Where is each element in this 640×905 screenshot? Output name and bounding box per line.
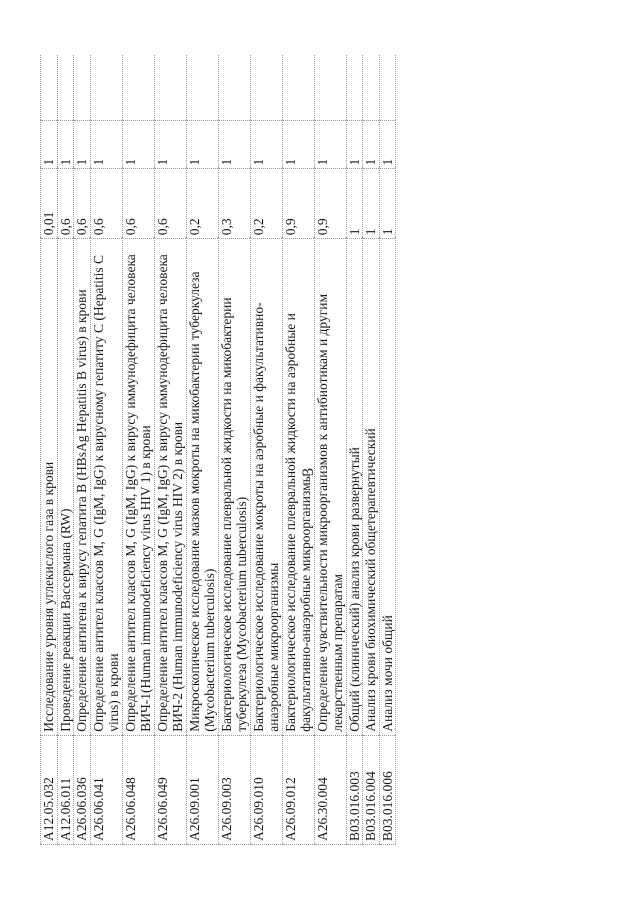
service-name-cell: Бактериологическое исследование мокроты на аэробные и факультативно-анаэробные микроорганизмы: [250, 239, 282, 735]
empty-cell: [154, 55, 186, 120]
service-code-cell: A26.09.003: [218, 735, 250, 844]
frequency-cell: 1: [346, 169, 363, 239]
service-name-cell: Бактериологическое исследование плевральной жидкости на микобактерии туберкулеза (Mycobacterium tuberculosis): [218, 239, 250, 735]
service-code-cell: A26.06.041: [90, 735, 122, 844]
service-name-cell: Определение антигена к вирусу гепатита B (HBsAg Hepatitis B virus) в крови: [74, 239, 91, 735]
table-row: [250, 55, 282, 845]
multiplicity-cell: 1: [57, 120, 74, 169]
service-code-cell: B03.016.003: [346, 735, 363, 844]
frequency-cell: 0,2: [186, 169, 218, 239]
table-row: [186, 55, 218, 845]
service-code-cell: B03.016.006: [379, 735, 396, 844]
service-code-cell: A26.09.012: [282, 735, 314, 844]
empty-cell: [346, 55, 363, 120]
frequency-cell: 1: [363, 169, 380, 239]
service-name-cell: Микроскопическое исследование мазков мокроты на микобактерии туберкулеза (Mycobacterium tuberculosis): [186, 239, 218, 735]
multiplicity-cell: 1: [379, 120, 396, 169]
empty-cell: [379, 55, 396, 120]
service-code-cell: A26.06.036: [74, 735, 91, 844]
empty-cell: [41, 55, 58, 120]
frequency-cell: 0,6: [90, 169, 122, 239]
frequency-cell: 1: [379, 169, 396, 239]
frequency-cell: 0,9: [314, 169, 346, 239]
table-row: [122, 55, 154, 845]
service-name-cell: Определение антител классов M, G (IgM, IgG) к вирусу иммунодефицита человека ВИЧ-2 (Human immunodeficiency virus HIV 2) в крови: [154, 239, 186, 735]
service-name-cell: Проведение реакции Вассермана (RW): [57, 239, 74, 735]
service-name-cell: Исследование уровня углекислого газа в крови: [41, 239, 58, 735]
table-row: [363, 55, 380, 845]
empty-cell: [314, 55, 346, 120]
frequency-cell: 0,6: [74, 169, 91, 239]
service-name-cell: Определение чувствительности микроорганизмов к антибиотикам и другим лекарственным препаратам: [314, 239, 346, 735]
service-code-cell: A26.30.004: [314, 735, 346, 844]
multiplicity-cell: 1: [90, 120, 122, 169]
table-row: [154, 55, 186, 845]
frequency-cell: 0,3: [218, 169, 250, 239]
service-code-cell: A26.09.001: [186, 735, 218, 844]
table-row: [41, 55, 58, 845]
table-row: [379, 55, 396, 845]
multiplicity-cell: 1: [122, 120, 154, 169]
empty-cell: [250, 55, 282, 120]
service-code-cell: A26.06.049: [154, 735, 186, 844]
frequency-cell: 0,9: [282, 169, 314, 239]
multiplicity-cell: 1: [74, 120, 91, 169]
table-row: [314, 55, 346, 845]
rotated-page: [40, 55, 540, 845]
service-name-cell: Определение антител классов M, G (IgM, IgG) к вирусу иммунодефицита человека ВИЧ-1(Human immunodeficiency virus HIV 1) в крови: [122, 239, 154, 735]
service-name-cell: Бактериологическое исследование плевральной жидкости на аэробные и факультативно-анаэробные микроорганизмы: [282, 239, 314, 735]
table-row: [74, 55, 91, 845]
service-name-cell: Анализ крови биохимический общетерапевтический: [363, 239, 380, 735]
frequency-cell: 0,6: [57, 169, 74, 239]
empty-cell: [186, 55, 218, 120]
table-row: [57, 55, 74, 845]
table-row: [218, 55, 250, 845]
service-name-cell: Анализ мочи общий: [379, 239, 396, 735]
multiplicity-cell: 1: [41, 120, 58, 169]
service-code-cell: A12.06.011: [57, 735, 74, 844]
multiplicity-cell: 1: [250, 120, 282, 169]
frequency-cell: 0,2: [250, 169, 282, 239]
empty-cell: [90, 55, 122, 120]
multiplicity-cell: 1: [314, 120, 346, 169]
service-code-cell: A12.05.032: [41, 735, 58, 844]
page-number: 3: [300, 468, 317, 476]
service-code-cell: A26.09.010: [250, 735, 282, 844]
service-code-cell: B03.016.004: [363, 735, 380, 844]
table-row: [282, 55, 314, 845]
multiplicity-cell: 1: [154, 120, 186, 169]
empty-cell: [122, 55, 154, 120]
multiplicity-cell: 1: [282, 120, 314, 169]
frequency-cell: 0,01: [41, 169, 58, 239]
service-name-cell: Общий (клинический) анализ крови развернутый: [346, 239, 363, 735]
service-name-cell: Определение антител классов M, G (IgM, IgG) к вирусному гепатиту C (Hepatitis C virus) в крови: [90, 239, 122, 735]
table-row: [90, 55, 122, 845]
empty-cell: [74, 55, 91, 120]
services-table: [40, 55, 396, 845]
multiplicity-cell: 1: [218, 120, 250, 169]
service-code-cell: A26.06.048: [122, 735, 154, 844]
table-row: [346, 55, 363, 845]
multiplicity-cell: 1: [363, 120, 380, 169]
empty-cell: [57, 55, 74, 120]
multiplicity-cell: 1: [186, 120, 218, 169]
frequency-cell: 0,6: [154, 169, 186, 239]
multiplicity-cell: 1: [346, 120, 363, 169]
empty-cell: [363, 55, 380, 120]
empty-cell: [218, 55, 250, 120]
empty-cell: [282, 55, 314, 120]
frequency-cell: 0,6: [122, 169, 154, 239]
